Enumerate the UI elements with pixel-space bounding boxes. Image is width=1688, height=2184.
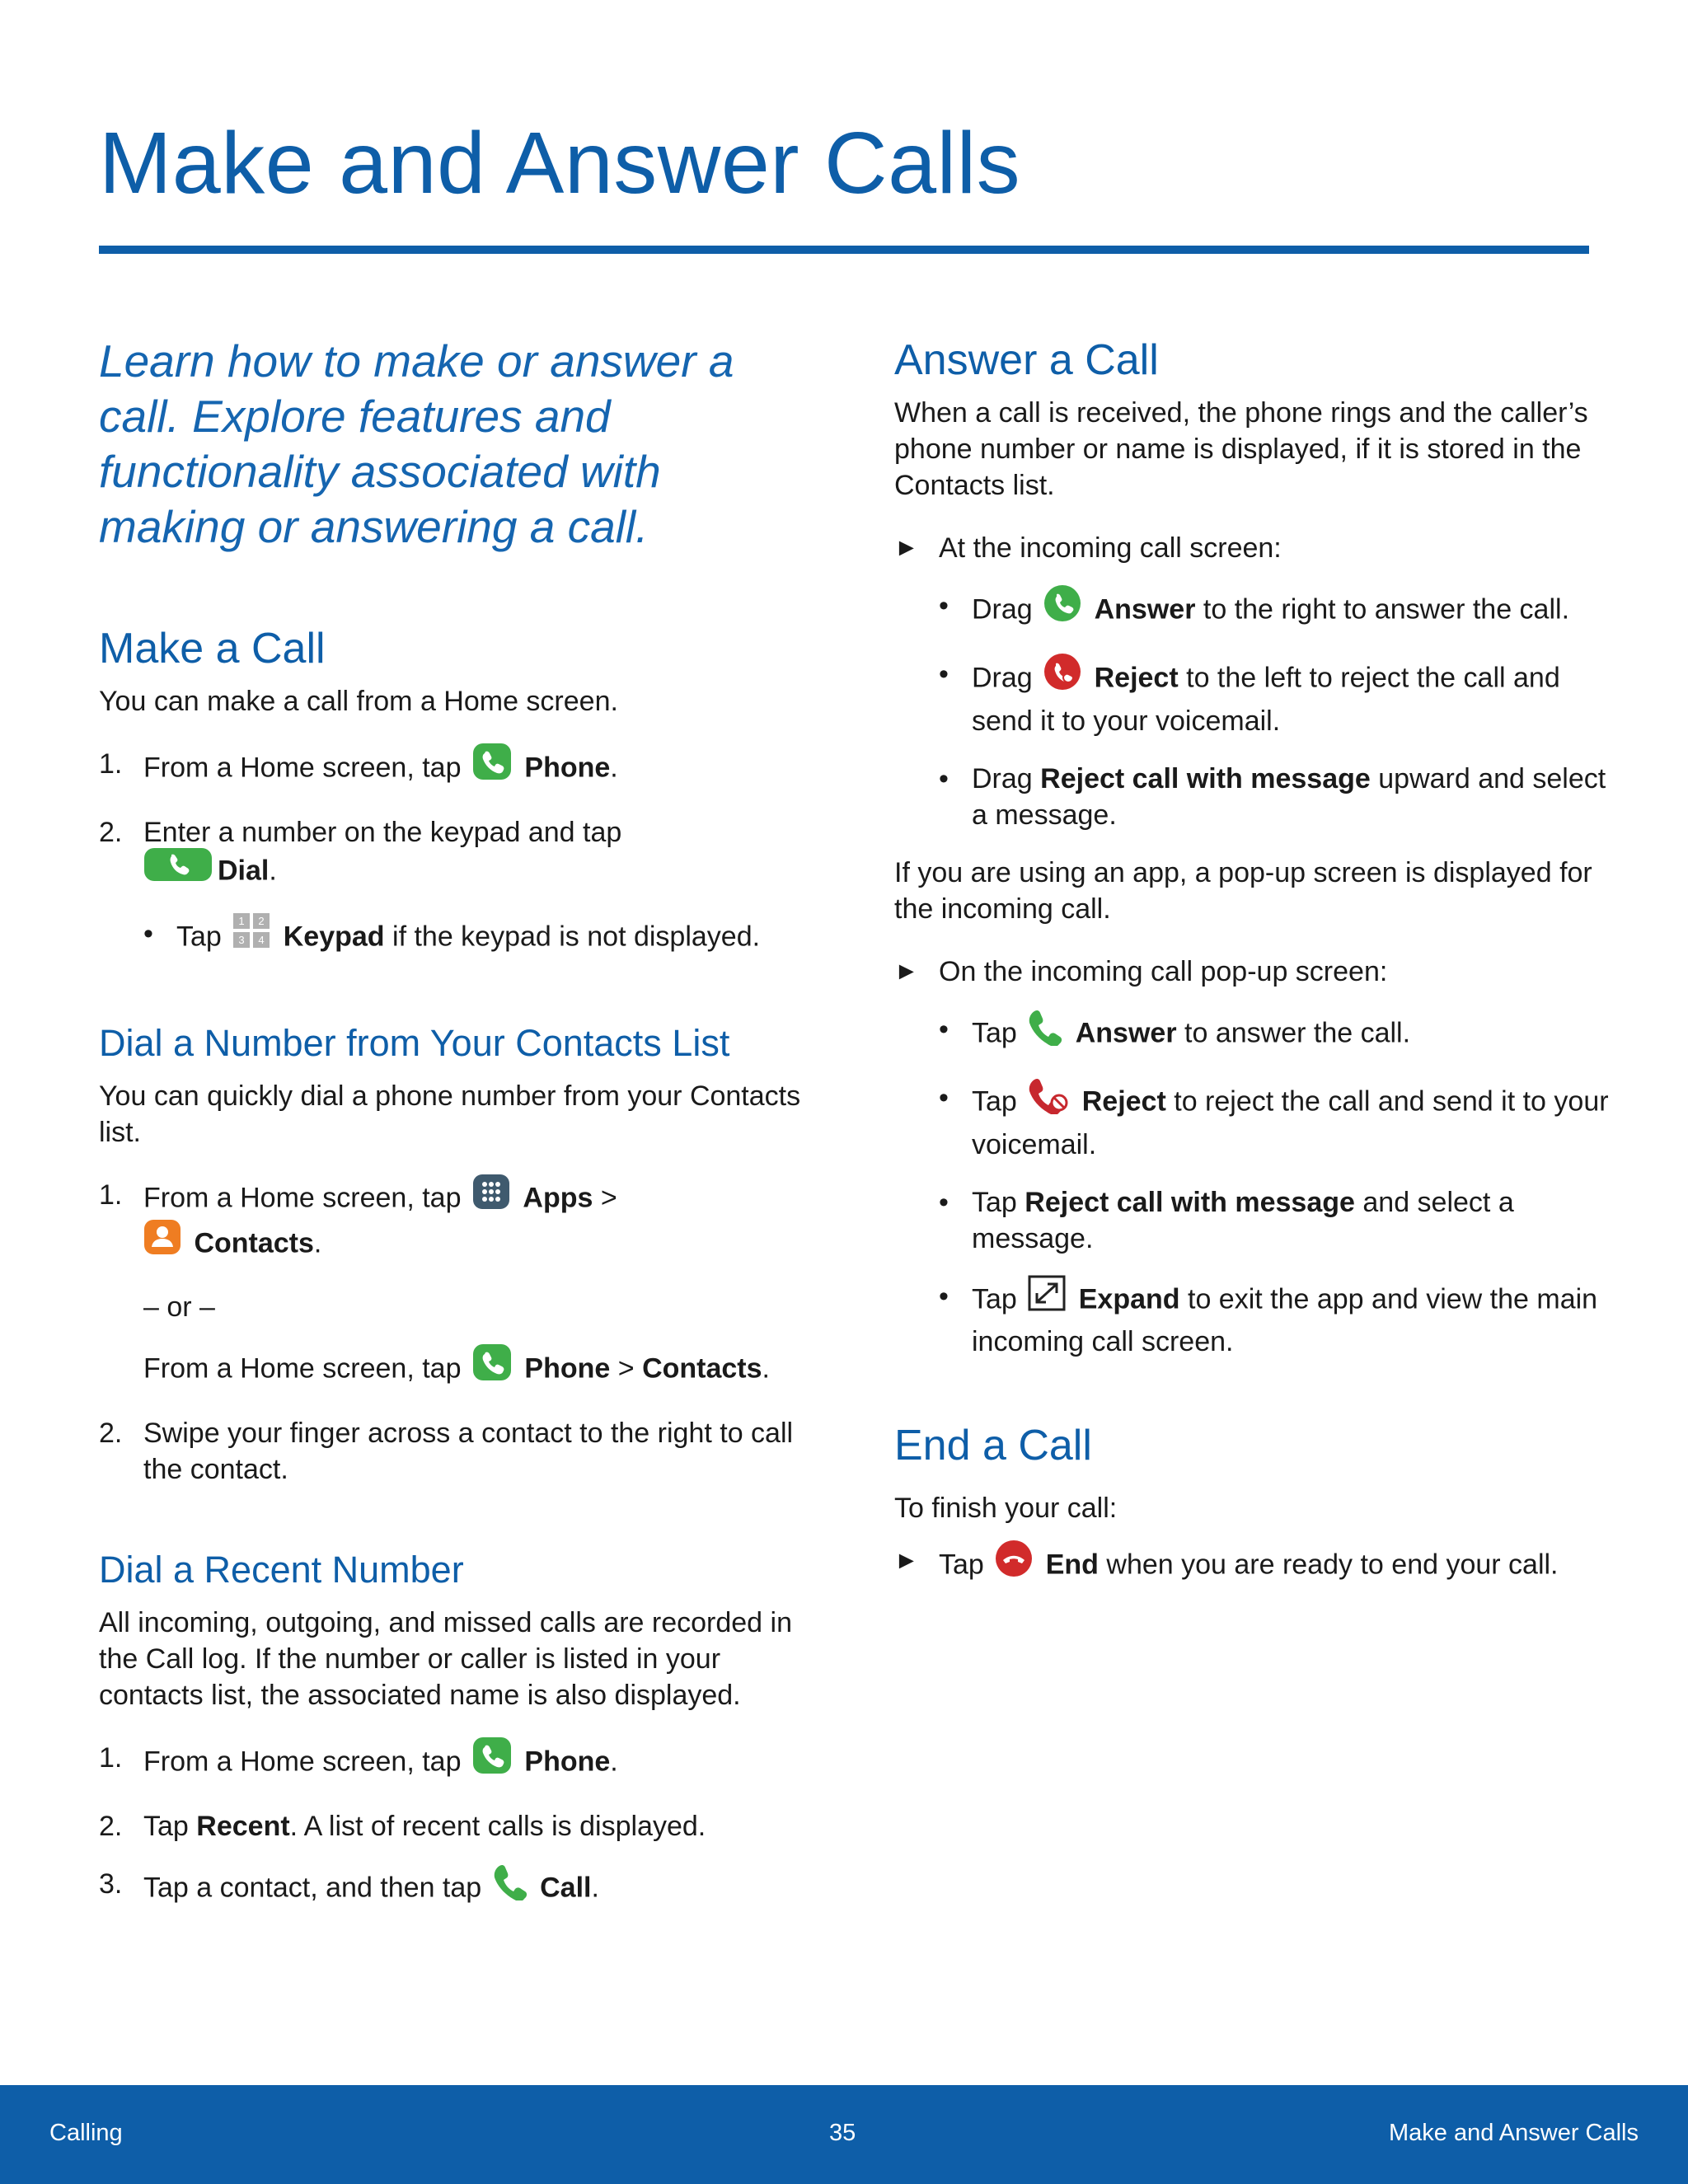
list-item: • Tap Expand to exit the app and view the main incoming call screen. — [939, 1278, 1611, 1360]
dial-contacts-heading: Dial a Number from Your Contacts List — [99, 1022, 730, 1064]
alt-instruction: From a Home screen, tap Phone > Contacts. — [143, 1347, 808, 1394]
list-item: 1. From a Home screen, tap Apps > Contacts. – or – From a Home screen, tap Phone > Contacts. — [99, 1177, 808, 1394]
dial-recent-text: All incoming, outgoing, and missed calls are recorded in the Call log. If the number or caller is listed in your contacts list, the associated name is also displayed. — [99, 1607, 793, 1711]
left-column — [99, 334, 808, 1913]
make-call-heading: Make a Call — [99, 625, 326, 673]
answer-icon — [1043, 584, 1081, 631]
svg-text:4: 4 — [258, 934, 265, 946]
list-item: • Drag Reject call with message upward and select a message. — [939, 763, 1606, 831]
list-item: • Drag Answer to the right to answer the call. — [939, 588, 1611, 635]
page-footer — [0, 2085, 1688, 2184]
arrow-icon: ► — [894, 958, 919, 985]
list-item: 2. Tap Recent. A list of recent calls is displayed. — [99, 1811, 706, 1842]
or-separator: – or – — [143, 1291, 215, 1323]
arrow-icon: ► — [894, 1547, 919, 1574]
right-column — [894, 334, 1611, 1590]
list-item: • Tap Answer to answer the call. — [939, 1011, 1611, 1058]
footer-section: Calling — [49, 2120, 123, 2146]
expand-icon — [1028, 1275, 1066, 1320]
svg-text:1: 1 — [238, 915, 245, 927]
list-item: 2. Enter a number on the keypad and tap Dial. — [99, 814, 808, 894]
list-item: ► Tap End when you are ready to end your call. — [894, 1543, 1611, 1590]
phone-icon — [472, 1736, 512, 1783]
footer-chapter: Make and Answer Calls — [1388, 2120, 1639, 2146]
svg-text:2: 2 — [258, 915, 265, 927]
popup-text: If you are using an app, a pop-up screen is displayed for the incoming call. — [894, 857, 1592, 925]
page-number: 35 — [829, 2120, 856, 2146]
intro-text: Learn how to make or answer a call. Explore features and functionality associated with making or answering a call. — [99, 335, 734, 552]
make-call-text: You can make a call from a Home screen. — [99, 686, 618, 717]
arrow-icon: ► — [894, 534, 919, 561]
title-divider — [99, 246, 1589, 254]
keypad-icon — [232, 912, 270, 958]
list-item: ► At the incoming call screen: — [894, 530, 1611, 566]
list-item: 1. From a Home screen, tap Phone. — [99, 1740, 808, 1787]
list-item: 3. Tap a contact, and then tap Call. — [99, 1866, 808, 1913]
svg-text:3: 3 — [238, 934, 245, 946]
call-handset-icon — [493, 1863, 528, 1910]
end-call-icon — [995, 1540, 1033, 1586]
answer-call-heading: Answer a Call — [894, 336, 1159, 384]
phone-icon — [472, 1343, 512, 1390]
answer-handset-icon — [1028, 1008, 1062, 1055]
end-call-heading: End a Call — [894, 1422, 1092, 1469]
list-item: • Tap Reject call with message and select a message. — [939, 1187, 1514, 1254]
dial-button-icon — [143, 847, 213, 891]
list-item: • Tap 1 2 3 4 Keypad if the keypad is not displayed. — [143, 916, 808, 961]
list-item: 1. From a Home screen, tap Phone. — [99, 746, 808, 793]
apps-icon — [472, 1174, 510, 1219]
list-item: • Drag Reject to the left to reject the call and send it to your voicemail. — [939, 656, 1611, 739]
list-item: ► On the incoming call pop-up screen: — [894, 954, 1611, 990]
contacts-icon — [143, 1219, 181, 1264]
dial-contacts-text: You can quickly dial a phone number from your Contacts list. — [99, 1080, 801, 1148]
answer-call-text: When a call is received, the phone rings and the caller’s phone number or name is displayed, if it is stored in the Contacts list. — [894, 397, 1588, 501]
end-call-text: To finish your call: — [894, 1493, 1118, 1524]
list-item: 2. Swipe your finger across a contact to the right to call the contact. — [99, 1418, 794, 1485]
dial-recent-heading: Dial a Recent Number — [99, 1549, 464, 1591]
list-item: • Tap Reject to reject the call and send it to your voicemail. — [939, 1080, 1611, 1163]
page-title: Make and Answer Calls — [99, 115, 1021, 212]
reject-icon — [1043, 653, 1081, 700]
reject-handset-icon — [1028, 1076, 1069, 1123]
phone-icon — [472, 743, 512, 790]
